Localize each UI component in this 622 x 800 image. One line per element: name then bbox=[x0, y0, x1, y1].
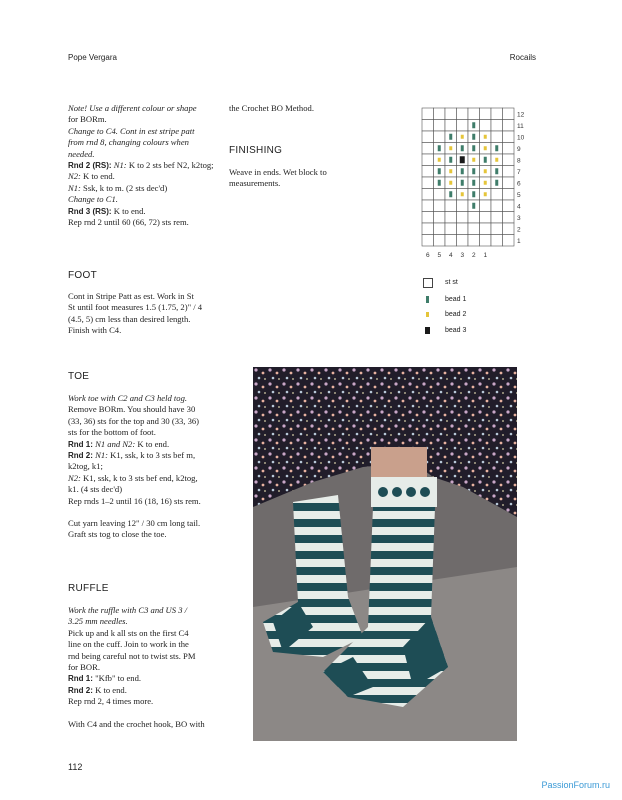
bead-1-mark bbox=[484, 157, 487, 163]
chart-cell bbox=[503, 200, 515, 212]
chart-cell bbox=[422, 154, 434, 166]
empty-square-icon bbox=[423, 278, 433, 288]
chart-cell bbox=[422, 200, 434, 212]
chart-cell bbox=[457, 212, 469, 224]
bead-2-mark bbox=[449, 181, 452, 185]
chart-cell bbox=[480, 108, 492, 120]
instructions-continued bbox=[68, 103, 228, 228]
chart-cell bbox=[422, 223, 434, 235]
chart-cell bbox=[422, 166, 434, 178]
bead-1-mark bbox=[449, 157, 452, 163]
bead-2-mark bbox=[461, 192, 464, 196]
paragraph-gap bbox=[68, 507, 243, 518]
chart-cell bbox=[503, 189, 515, 201]
chart-cell bbox=[445, 223, 457, 235]
chart-cell bbox=[503, 143, 515, 155]
text-line: for BOR. bbox=[68, 662, 100, 673]
text-line: Pick up and k all sts on the first C4 bbox=[68, 627, 189, 638]
text-line: (33, 36) sts for the top and 30 (33, 36) bbox=[68, 415, 200, 426]
bead-2-mark bbox=[472, 158, 475, 162]
chart-cell bbox=[422, 108, 434, 120]
chart-cell bbox=[434, 235, 446, 247]
text-line: Work the ruffle with C3 and US 3 / bbox=[68, 605, 188, 615]
text-line: With C4 and the crochet hook, BO with bbox=[68, 718, 205, 729]
chart-row-label: 8 bbox=[517, 157, 521, 165]
bead-2-mark bbox=[449, 169, 452, 173]
chart-cell bbox=[434, 108, 446, 120]
bead-1-mark bbox=[472, 203, 475, 209]
text-line: Cut yarn leaving 12" / 30 cm long tail. bbox=[68, 518, 201, 529]
bead-1-mark bbox=[461, 145, 464, 151]
toe-heading: TOE bbox=[68, 371, 90, 382]
foot-text: Cont in Stripe Patt as est. Work in St St until foot measures 1.5 (1.75, 2)" / 4 (4.5, 5) cm less than desired length. Finish with C4. bbox=[68, 291, 203, 336]
chart-cell bbox=[480, 212, 492, 224]
text-line: Rnd 2: K to end. bbox=[68, 684, 127, 695]
chart-cell bbox=[468, 212, 480, 224]
text-line: Rnd 2 (RS): N1: K to 2 sts bef N2, k2tog; bbox=[68, 160, 214, 171]
chart-cell bbox=[457, 108, 469, 120]
toe-text bbox=[68, 393, 243, 541]
text-line: rnd being careful not to twist sts. PM bbox=[68, 650, 196, 661]
chart-cell bbox=[503, 235, 515, 247]
text-line: line on the cuff. Join to work in the bbox=[68, 639, 189, 650]
chart-cell bbox=[480, 120, 492, 132]
chart-cell bbox=[491, 223, 503, 235]
chart-cell bbox=[491, 200, 503, 212]
chart-col-label: 4 bbox=[448, 252, 453, 259]
bead-3-icon bbox=[423, 326, 433, 336]
chart-col-label: 3 bbox=[460, 252, 465, 259]
chart-cell bbox=[445, 200, 457, 212]
bead-1-mark bbox=[438, 180, 441, 186]
bead-2-mark bbox=[449, 146, 452, 150]
chart-cell bbox=[422, 177, 434, 189]
bead-1-mark bbox=[449, 191, 452, 197]
text-line: Note! Use a different colour or shape bbox=[68, 103, 197, 113]
text-line: Rep rnd 2 until 60 (66, 72) sts rem. bbox=[68, 217, 189, 228]
bead-1-mark bbox=[472, 191, 475, 197]
chart-cell bbox=[434, 120, 446, 132]
chart-row-label: 2 bbox=[517, 226, 521, 234]
ruffle-heading: RUFFLE bbox=[68, 583, 109, 594]
text-line: Work toe with C2 and C3 held tog. bbox=[68, 393, 188, 403]
chart-cell bbox=[503, 212, 515, 224]
chart-row-label: 3 bbox=[517, 214, 521, 222]
text-line: sts for the bottom of foot. bbox=[68, 427, 156, 438]
finishing-text: Weave in ends. Wet block to measurements. bbox=[229, 167, 327, 189]
running-header-title: Rocails bbox=[509, 53, 536, 62]
bead-1-mark bbox=[472, 134, 475, 140]
chart-cell bbox=[503, 131, 515, 143]
sock-photo bbox=[253, 367, 517, 741]
chart-cell bbox=[422, 212, 434, 224]
paragraph-gap bbox=[68, 708, 243, 719]
bead-1-mark bbox=[438, 145, 441, 151]
chart-cell bbox=[422, 131, 434, 143]
bead-3-mark bbox=[460, 156, 465, 163]
text-line: k1. (4 sts dec'd) bbox=[68, 484, 123, 495]
crochet-bo-line: the Crochet BO Method. bbox=[229, 103, 314, 113]
running-header-author: Pope Vergara bbox=[68, 53, 117, 62]
text-line: Change to C1. bbox=[68, 194, 118, 205]
chart-cell bbox=[503, 223, 515, 235]
chart-cell bbox=[491, 235, 503, 247]
chart-cell bbox=[480, 200, 492, 212]
chart-row-label: 1 bbox=[517, 237, 521, 245]
foot-heading: FOOT bbox=[68, 270, 97, 281]
chart-cell bbox=[434, 223, 446, 235]
chart-cell bbox=[457, 120, 469, 132]
chart-cell bbox=[491, 131, 503, 143]
bead-2-mark bbox=[484, 181, 487, 185]
bead-1-mark bbox=[472, 145, 475, 151]
chart-cell bbox=[434, 212, 446, 224]
chart-cell bbox=[422, 189, 434, 201]
chart-cell bbox=[422, 120, 434, 132]
bead-1-mark bbox=[495, 145, 498, 151]
bead-1-mark bbox=[495, 180, 498, 186]
text-line: Rnd 1: N1 and N2: K to end. bbox=[68, 438, 170, 449]
chart-cell bbox=[480, 235, 492, 247]
text-line: Rnd 2: N1: K1, ssk, k to 3 sts bef m, bbox=[68, 450, 196, 461]
text-line: Rep rnds 1–2 until 16 (18, 16) sts rem. bbox=[68, 495, 201, 506]
bead-2-mark bbox=[438, 158, 441, 162]
bead-1-mark bbox=[472, 122, 475, 128]
instructions-continued-col2 bbox=[229, 103, 389, 114]
bead-2-mark bbox=[484, 146, 487, 150]
chart-cell bbox=[503, 177, 515, 189]
ruffle-text bbox=[68, 605, 243, 730]
chart-cell bbox=[445, 108, 457, 120]
chart-cell bbox=[503, 108, 515, 120]
chart-cell bbox=[457, 223, 469, 235]
chart-cell bbox=[491, 108, 503, 120]
chart-cell bbox=[457, 235, 469, 247]
chart-col-label: 1 bbox=[483, 252, 488, 259]
bead-1-mark bbox=[461, 168, 464, 174]
text-line: 3.25 mm needles. bbox=[68, 616, 128, 627]
text-line: from rnd 8, changing colours when bbox=[68, 137, 189, 148]
chart-cell bbox=[434, 131, 446, 143]
text-line: needed. bbox=[68, 148, 95, 159]
text-line: for BORm. bbox=[68, 114, 107, 125]
chart-cell bbox=[503, 166, 515, 178]
sock-illustration bbox=[253, 367, 517, 741]
bead-1-mark bbox=[472, 180, 475, 186]
chart-col-label: 5 bbox=[437, 252, 442, 259]
chart-cell bbox=[468, 223, 480, 235]
chart-row-label: 12 bbox=[517, 111, 525, 119]
text-line: Rep rnd 2, 4 times more. bbox=[68, 696, 154, 707]
chart-cell bbox=[468, 235, 480, 247]
chart-col-label: 6 bbox=[425, 252, 430, 259]
bead-2-mark bbox=[484, 135, 487, 139]
bead-2-icon bbox=[423, 310, 433, 320]
bead-2-mark bbox=[484, 169, 487, 173]
chart-cell bbox=[434, 200, 446, 212]
text-line: N1: Ssk, k to m. (2 sts dec'd) bbox=[68, 182, 168, 193]
chart-cell bbox=[445, 212, 457, 224]
text-line: N2: K1, ssk, k to 3 sts bef end, k2tog, bbox=[68, 472, 198, 483]
chart-row-label: 7 bbox=[517, 168, 521, 176]
bead-1-mark bbox=[472, 168, 475, 174]
text-line: k2tog, k1; bbox=[68, 461, 103, 472]
chart-cell bbox=[434, 189, 446, 201]
bead-1-mark bbox=[449, 134, 452, 140]
text-line: N2: K to end. bbox=[68, 171, 115, 182]
chart-row-label: 5 bbox=[517, 191, 521, 199]
chart-cell bbox=[457, 200, 469, 212]
text-line: Change to C4. Cont in est stripe patt bbox=[68, 125, 195, 136]
bead-1-mark bbox=[495, 168, 498, 174]
text-line: Remove BORm. You should have 30 bbox=[68, 404, 196, 415]
chart-row-label: 4 bbox=[517, 203, 521, 211]
chart-cell bbox=[491, 212, 503, 224]
text-line: Rnd 1: "Kfb" to end. bbox=[68, 673, 142, 684]
chart-row-label: 11 bbox=[517, 122, 524, 130]
chart-cell bbox=[491, 189, 503, 201]
bead-chart bbox=[420, 106, 525, 259]
chart-cell bbox=[422, 143, 434, 155]
text-line: Graft sts tog to close the toe. bbox=[68, 529, 167, 540]
bead-2-mark bbox=[484, 192, 487, 196]
chart-cell bbox=[445, 235, 457, 247]
bead-1-icon bbox=[423, 295, 433, 305]
watermark: PassionForum.ru bbox=[541, 780, 610, 790]
bead-1-mark bbox=[438, 168, 441, 174]
chart-cell bbox=[503, 154, 515, 166]
bead-2-mark bbox=[461, 135, 464, 139]
chart-col-label: 2 bbox=[471, 252, 476, 259]
text-line: Rnd 3 (RS): K to end. bbox=[68, 205, 146, 216]
bead-2-mark bbox=[495, 158, 498, 162]
chart-row-label: 9 bbox=[517, 145, 521, 153]
chart-cell bbox=[422, 235, 434, 247]
chart-cell bbox=[503, 120, 515, 132]
chart-cell bbox=[491, 120, 503, 132]
bead-1-mark bbox=[461, 180, 464, 186]
chart-row-label: 6 bbox=[517, 180, 521, 188]
chart-cell bbox=[468, 108, 480, 120]
finishing-heading: FINISHING bbox=[229, 145, 283, 156]
chart-row-label: 10 bbox=[517, 134, 525, 142]
chart-cell bbox=[445, 120, 457, 132]
page-number: 112 bbox=[68, 762, 83, 772]
chart-cell bbox=[480, 223, 492, 235]
